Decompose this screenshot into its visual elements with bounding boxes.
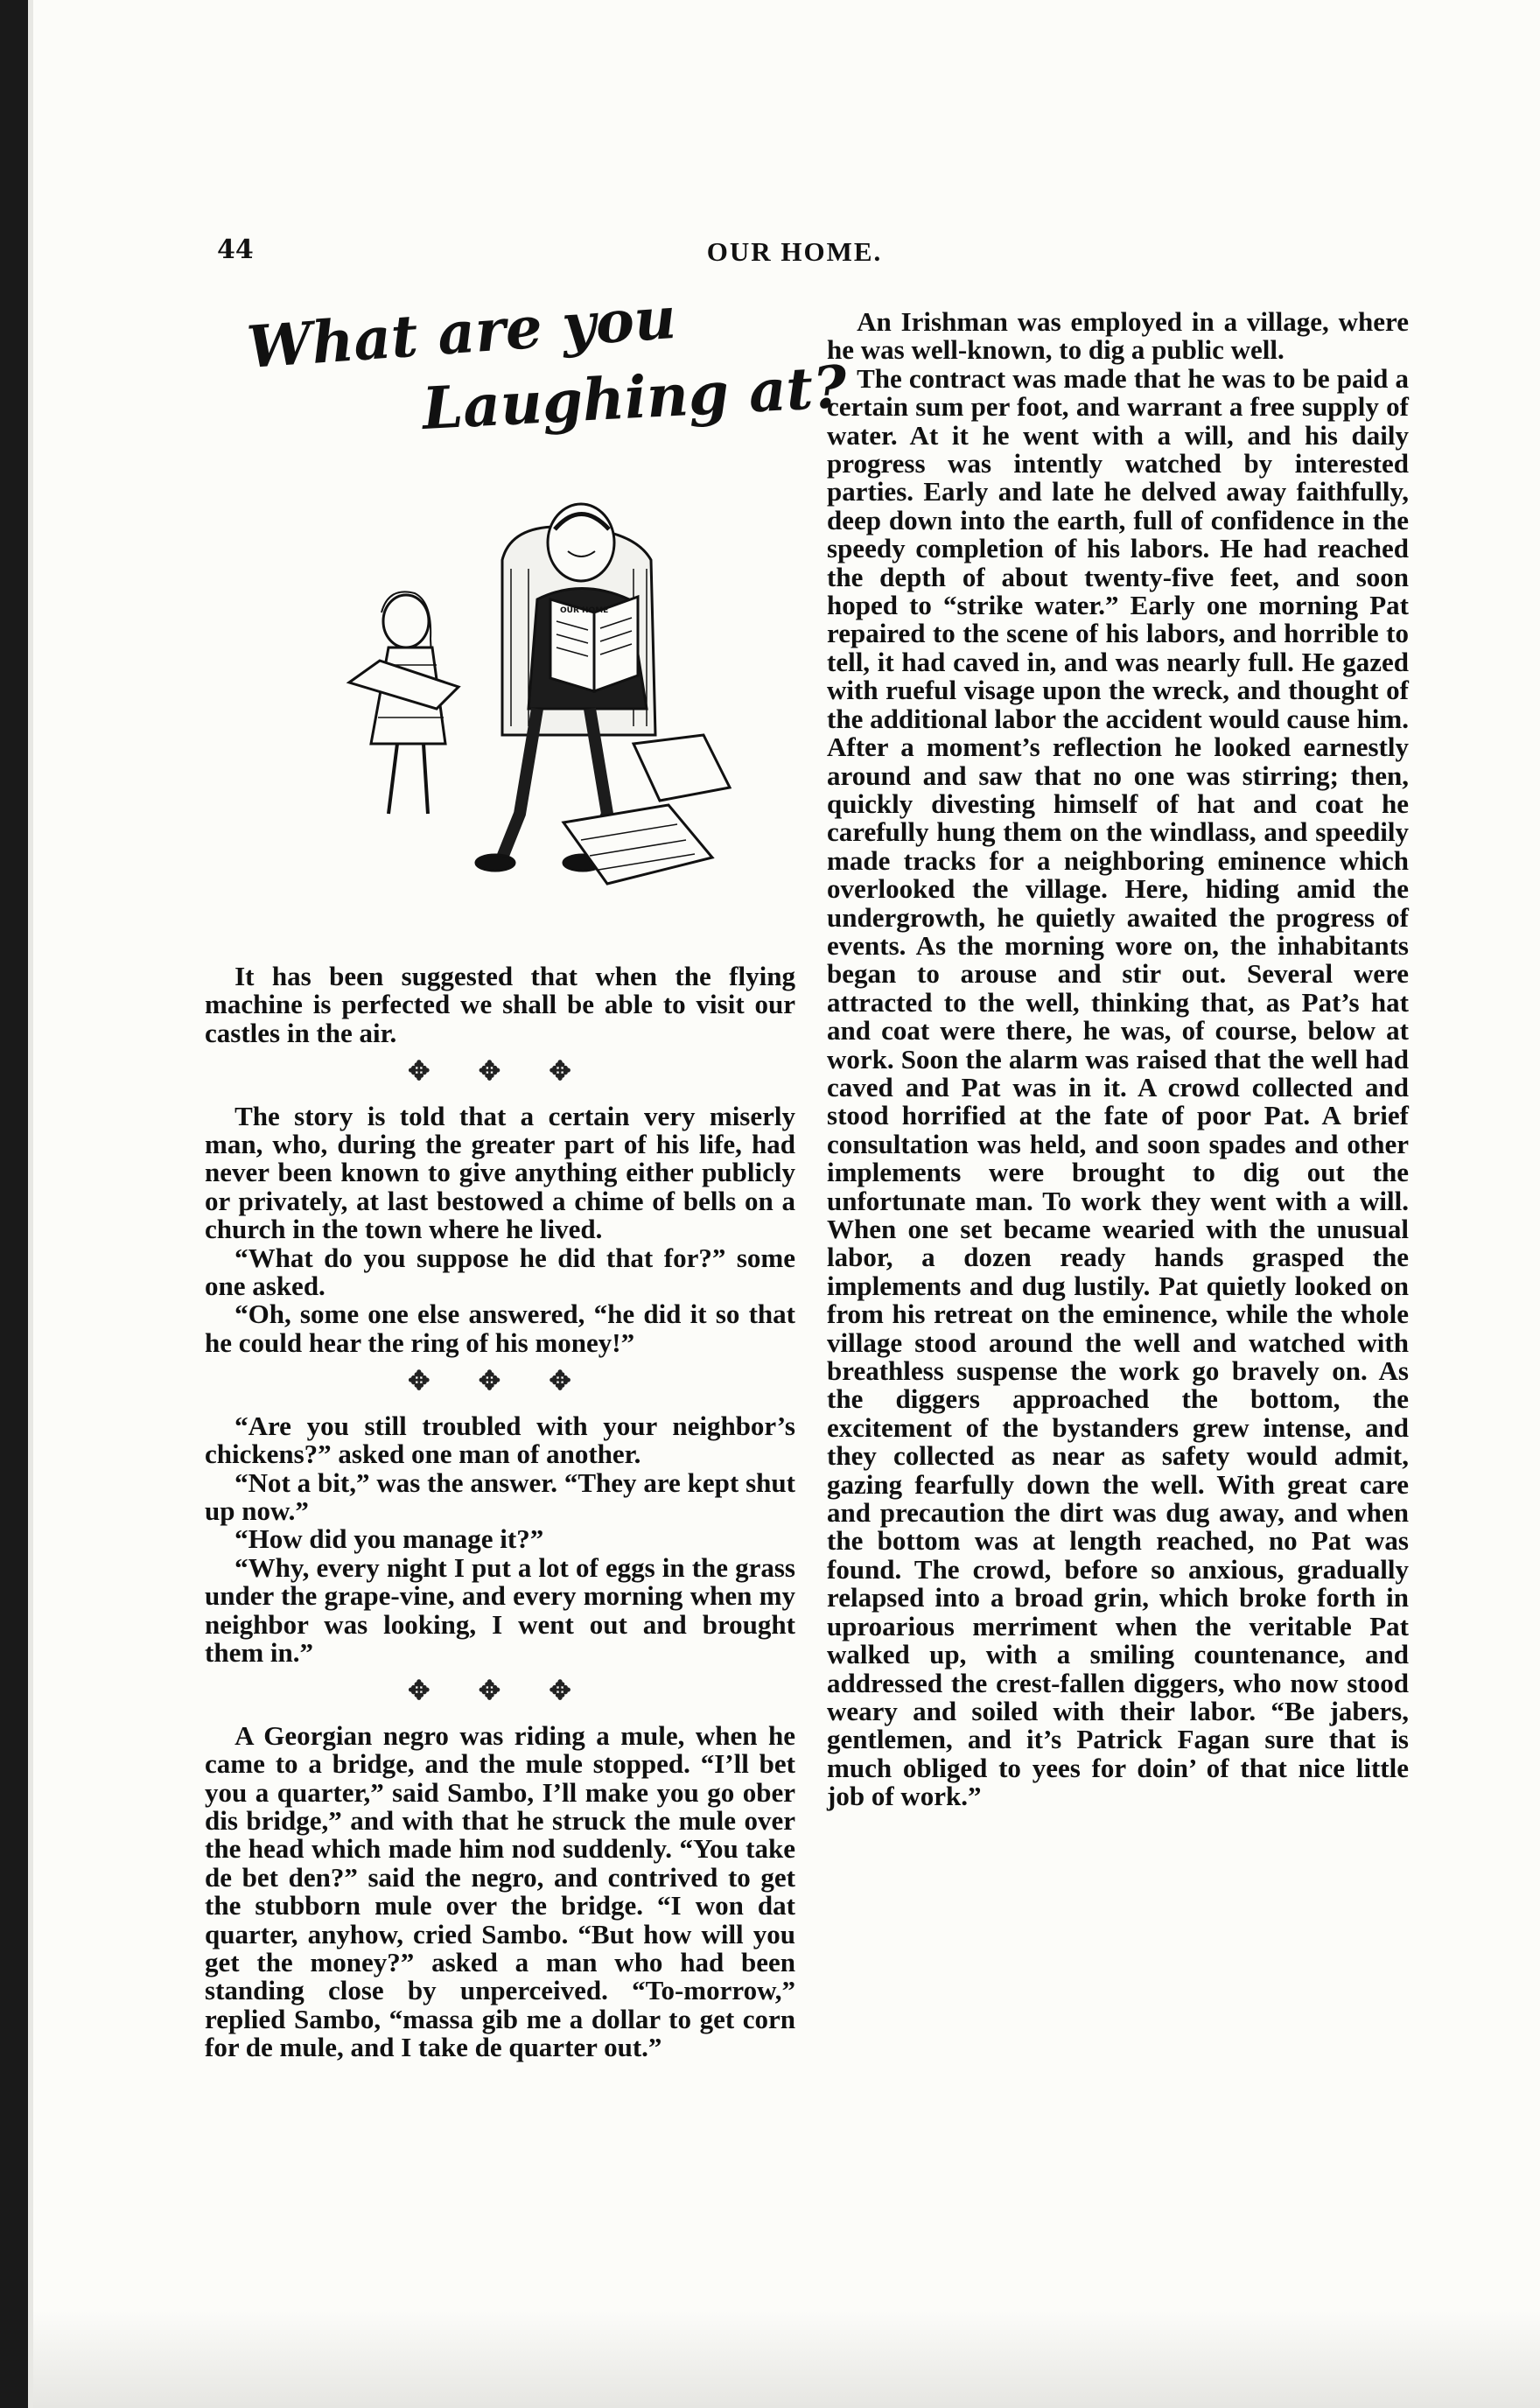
ornament-divider-1: ✥ ✥ ✥ — [408, 1057, 592, 1087]
headline-line-1: What are you — [244, 283, 679, 382]
paragraph-chickens-eggs: “Why, every night I put a lot of eggs in the grass under the grape-vine, and every morning when my neighbor was looking, I went out and brought them in.” — [205, 1551, 795, 1668]
paragraph-chickens-answer: “Not a bit,” was the answer. “They are kept shut up now.” — [205, 1466, 795, 1526]
book-cover-text: OUR HOME — [560, 606, 609, 615]
page-header — [208, 234, 1381, 278]
paragraph-irishman-intro: An Irishman was employed in a village, where he was well-known, to dig a public well. — [827, 306, 1409, 366]
paragraph-flying-machine: It has been suggested that when the flying machine is perfected we shall be able to visit our castles in the air. — [205, 961, 795, 1048]
paragraph-miser-story: The story is told that a certain very miserly man, who, during the greater part of his life, had never been known to give anything either publicly or privately, at last bestowed a chime of bells on a church in the town where he lived. — [205, 1100, 795, 1245]
paragraph-chickens-how: “How did you manage it?” — [234, 1523, 544, 1555]
man-reading-to-girl-illustration — [301, 446, 765, 936]
illustration-drawing — [301, 446, 765, 936]
page-number: 44 — [217, 234, 254, 265]
paragraph-miser-answer: “Oh, some one else answered, “he did it so that he could hear the ring of his money!” — [205, 1298, 795, 1358]
ornament-divider-3: ✥ ✥ ✥ — [408, 1676, 592, 1706]
paragraph-irishman-story: The contract was made that he was to be paid a certain sum per foot, and warrant a free supply of water. At it he went with a will, and his daily progress was intently watched by interested parties. Early and late he delved away faithfully, deep down into the earth, full of confidence in the speedy completion of his labors. He had reached the depth of about twenty-five feet, and soon hoped to “strike water.” Early one morning Pat repaired to the scene of his labors, and horrible to tell, it had caved in, and was nearly full. He gazed with rueful visage upon the wreck, and thought of the additional labor the accident would cause him. After a moment’s reflection he looked earnestly around and saw that no one was stirring; then, quickly divesting himself of hat and coat he carefully hung them on the windlass, and speedily made tracks for a neighboring eminence which overlooked the village. Here, hiding amid the undergrowth, he quietly awaited the progress of events. As the morning wore on, the inhabitants began to arouse and stir out. Several were attracted to the well, thinking that, as Pat’s hat and coat were there, he was, of course, below at work. Soon the alarm was raised that the well had caved and Pat was in it. A crowd collected and stood horrified at the fate of poor Pat. A brief consultation was held, and soon spades and other implements were brought to dig out the unfortunate man. To work they went with a will. When one set became wearied with the unusual labor, a dozen ready hands grasped the implements and dug lustily. Pat quietly looked on from his retreat on the eminence, while the whole village stood around the well and watched with breathless suspense the work go bravely on. As the diggers approached the bottom, the excitement of the bystanders grew intense, and they collected as near as safety would admit, gazing fearfully down the well. With great care and precaution the dirt was dug away, and when the bottom was at length reached, no Pat was found. The crowd, before so anxious, gradually relapsed into a broad grin, which broke forth in uproarious merriment when the veritable Pat walked up, with a smiling countenance, and addressed the crest-fallen diggers, who now stood weary and soiled with their labor. “Be jabers, gentlemen, and it’s Patrick Fagan sure that is much obliged to yees for doin’ of that nice little job of work.” — [827, 362, 1409, 1812]
running-title: OUR HOME. — [706, 236, 883, 267]
paragraph-mule-story: A Georgian negro was riding a mule, when he came to a bridge, and the mule stopped. “I’ll bet you a quarter,” said Sambo, I’ll make you go ober dis bridge,” and with that he struck the mule over the head which made him nod suddenly. “You take de bet den?” said the negro, and contrived to get the stubborn mule over the bridge. “I won dat quarter, anyhow, cried Sambo. “But how will you get the money?” asked a man who had been standing close by unperceived. “To-morrow,” replied Sambo, “massa gib me a dollar to get corn for de mule, and I take de quarter out.” — [205, 1719, 795, 2063]
magazine-page — [28, 0, 1540, 2408]
headline-line-2: Laughing at? — [420, 352, 849, 443]
headline-lettering — [205, 283, 849, 446]
paragraph-chickens-question: “Are you still troubled with your neighbor’s chickens?” asked one man of another. — [205, 1410, 795, 1470]
ornament-divider-2: ✥ ✥ ✥ — [408, 1367, 592, 1396]
left-column — [205, 283, 849, 2063]
paragraph-miser-question: “What do you suppose he did that for?” some one asked. — [205, 1242, 795, 1302]
right-column — [827, 308, 1409, 1811]
page-bottom-edge — [33, 2310, 1540, 2408]
headline — [205, 283, 849, 446]
